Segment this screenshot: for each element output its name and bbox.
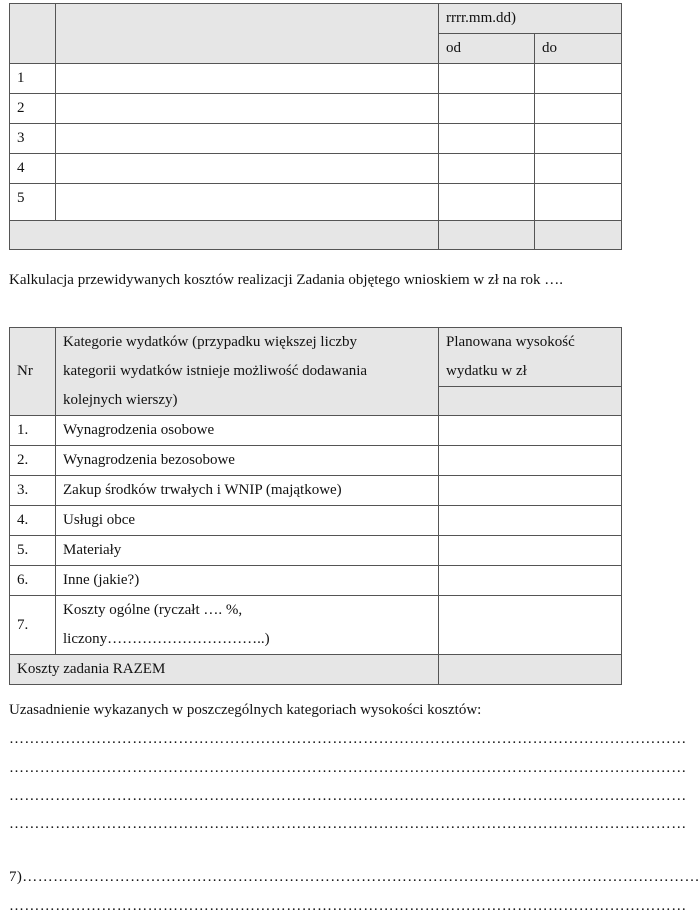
- dotted-line[interactable]: ……………………………………………………………………………………………………………………: [9, 731, 687, 747]
- row-category: Materiały: [56, 536, 439, 566]
- row-desc-cell[interactable]: [56, 184, 439, 221]
- table-row: [10, 154, 622, 184]
- dates-footer-od: [439, 221, 535, 250]
- dotted-line[interactable]: ……………………………………………………………………………………………………………………: [9, 816, 687, 832]
- dates-header-nr-cell: [10, 4, 56, 64]
- item-7-line[interactable]: 7)……………………………………………………………………………………………………………………: [9, 869, 700, 885]
- justification-heading: Uzasadnienie wykazanych w poszczególnych kategoriach wysokości kosztów:: [9, 702, 482, 718]
- row-number: 4: [10, 154, 56, 184]
- col-category-header: [56, 328, 439, 416]
- row-amount-cell[interactable]: [439, 446, 622, 476]
- col-amount-line: wydatku w zł: [446, 363, 527, 379]
- table-row: [10, 596, 622, 655]
- row-amount-cell[interactable]: [439, 506, 622, 536]
- cost-table: [9, 327, 622, 685]
- table-row: [10, 446, 622, 476]
- row-do-cell[interactable]: [535, 124, 622, 154]
- table-row: [10, 184, 622, 221]
- row-category: [56, 596, 439, 655]
- dates-footer-do: [535, 221, 622, 250]
- total-label: Koszty zadania RAZEM: [10, 655, 439, 685]
- col-nr-header: Nr: [10, 328, 56, 416]
- row-category: Inne (jakie?): [56, 566, 439, 596]
- dotted-line[interactable]: ……………………………………………………………………………………………………………………: [9, 898, 687, 914]
- table-row: [10, 536, 622, 566]
- row-nr: 7.: [10, 596, 56, 655]
- table-row: [10, 64, 622, 94]
- row-do-cell[interactable]: [535, 154, 622, 184]
- dates-header-format: rrrr.mm.dd): [439, 4, 622, 34]
- col-category-line: kolejnych wierszy): [63, 392, 178, 408]
- dates-header-od: od: [439, 34, 535, 64]
- table-row: [10, 416, 622, 446]
- table-row: [10, 124, 622, 154]
- row-od-cell[interactable]: [439, 154, 535, 184]
- row-category-line: Koszty ogólne (ryczałt …. %,: [63, 602, 243, 618]
- row-category: Wynagrodzenia bezosobowe: [56, 446, 439, 476]
- row-nr: 5.: [10, 536, 56, 566]
- row-nr: 3.: [10, 476, 56, 506]
- row-do-cell[interactable]: [535, 184, 622, 221]
- col-amount-header: [439, 328, 622, 387]
- row-category: Usługi obce: [56, 506, 439, 536]
- dates-table: [9, 3, 622, 250]
- row-nr: 1.: [10, 416, 56, 446]
- row-amount-cell[interactable]: [439, 536, 622, 566]
- dates-header-do: do: [535, 34, 622, 64]
- col-category-line: Kategorie wydatków (przypadku większej liczby: [63, 334, 358, 350]
- row-nr: 6.: [10, 566, 56, 596]
- cost-calculation-heading: Kalkulacja przewidywanych kosztów realizacji Zadania objętego wnioskiem w zł na rok ….: [9, 272, 563, 288]
- row-number: 1: [10, 64, 56, 94]
- row-category-line: liczony…………………………..): [63, 631, 270, 647]
- row-desc-cell[interactable]: [56, 124, 439, 154]
- row-nr: 4.: [10, 506, 56, 536]
- row-od-cell[interactable]: [439, 184, 535, 221]
- row-desc-cell[interactable]: [56, 64, 439, 94]
- col-amount-subheader: [439, 387, 622, 416]
- row-nr: 2.: [10, 446, 56, 476]
- table-row: [10, 476, 622, 506]
- row-od-cell[interactable]: [439, 124, 535, 154]
- row-do-cell[interactable]: [535, 64, 622, 94]
- table-row: [10, 566, 622, 596]
- row-od-cell[interactable]: [439, 94, 535, 124]
- row-amount-cell[interactable]: [439, 476, 622, 506]
- row-number: 2: [10, 94, 56, 124]
- row-category: Zakup środków trwałych i WNIP (majątkowe): [56, 476, 439, 506]
- row-number: 5: [10, 184, 56, 221]
- row-category: Wynagrodzenia osobowe: [56, 416, 439, 446]
- row-amount-cell[interactable]: [439, 416, 622, 446]
- row-do-cell[interactable]: [535, 94, 622, 124]
- table-row: [10, 94, 622, 124]
- row-desc-cell[interactable]: [56, 94, 439, 124]
- dates-header-desc-cell: [56, 4, 439, 64]
- dates-footer-cell: [10, 221, 439, 250]
- row-amount-cell[interactable]: [439, 566, 622, 596]
- row-desc-cell[interactable]: [56, 154, 439, 184]
- col-amount-line: Planowana wysokość: [446, 334, 575, 350]
- row-od-cell[interactable]: [439, 64, 535, 94]
- dotted-line[interactable]: ……………………………………………………………………………………………………………………: [9, 760, 687, 776]
- row-amount-cell[interactable]: [439, 596, 622, 655]
- row-number: 3: [10, 124, 56, 154]
- dotted-line[interactable]: ……………………………………………………………………………………………………………………: [9, 788, 687, 804]
- total-amount-cell[interactable]: [439, 655, 622, 685]
- col-category-line: kategorii wydatków istnieje możliwość dodawania: [63, 363, 368, 379]
- table-row: [10, 506, 622, 536]
